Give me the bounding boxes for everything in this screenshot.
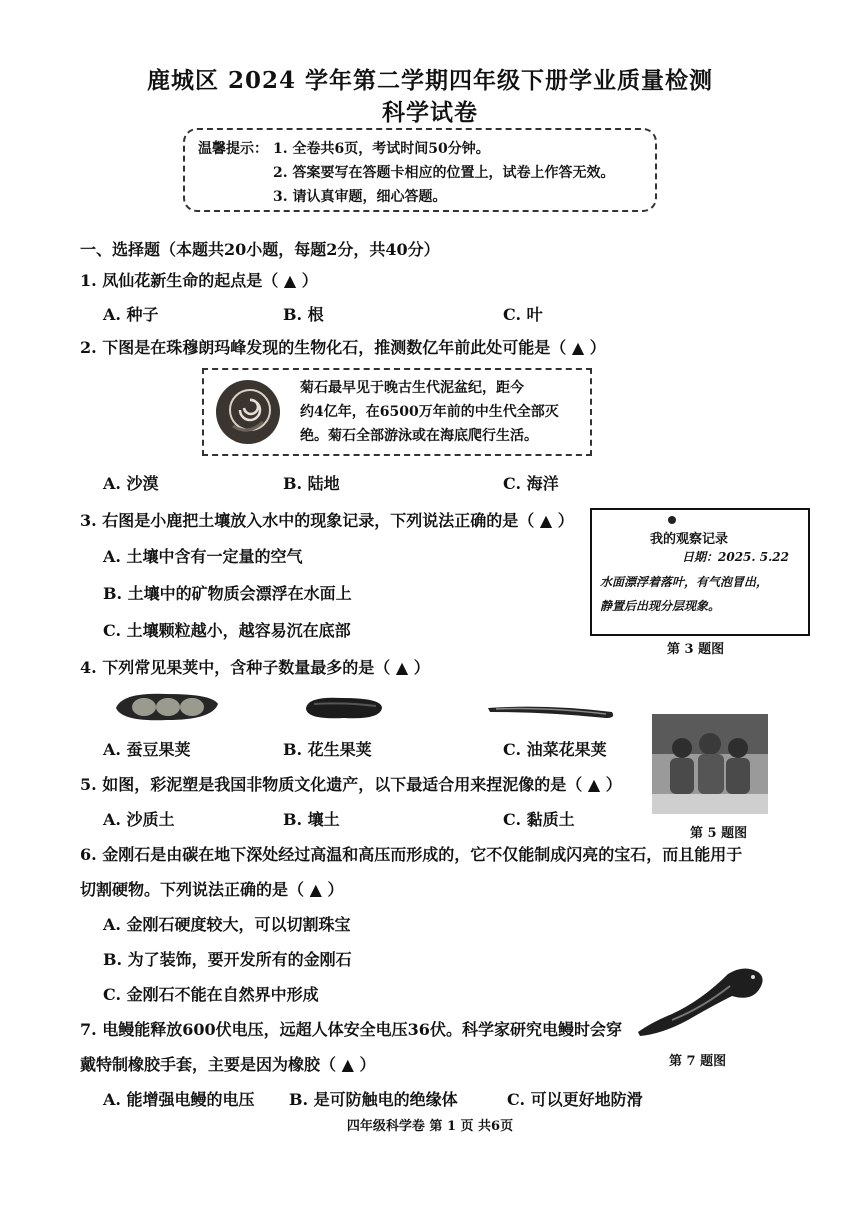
option-a: A. 沙质土 <box>103 810 175 829</box>
option-c: C. 叶 <box>503 305 543 324</box>
observation-title: 我的观察记录 <box>650 532 729 547</box>
option-b: B. 土壤中的矿物质会漂浮在水面上 <box>103 584 352 603</box>
option-c: C. 油菜花果荚 <box>503 740 607 759</box>
option-a: A. 蚕豆果荚 <box>103 740 191 759</box>
rapeseed-pod-image <box>486 700 618 722</box>
question-stem-continued: 戴特制橡胶手套，主要是因为橡胶（ ▲ ） <box>80 1055 376 1074</box>
broad-bean-pod-image <box>112 690 222 724</box>
page-footer: 四年级科学卷 第 1 页 共6页 <box>346 1119 514 1134</box>
electric-eel-image <box>632 962 772 1042</box>
option-b: B. 花生果荚 <box>283 740 372 759</box>
option-a: A. 种子 <box>103 305 159 324</box>
option-b: B. 根 <box>283 305 324 324</box>
exam-subtitle: 科学试卷 <box>382 99 478 126</box>
question-stem: 6. 金刚石是由碳在地下深处经过高温和高压而形成的，它不仅能制成闪亮的宝石，而且能用于 <box>80 845 743 864</box>
figure-caption: 第 5 题图 <box>690 826 748 841</box>
question-stem: 1. 凤仙花新生命的起点是（ ▲ ） <box>80 271 318 290</box>
observation-date: 日期：2025. 5.22 <box>682 550 789 564</box>
question-stem: 2. 下图是在珠穆朗玛峰发现的生物化石，推测数亿年前此处可能是（ ▲ ） <box>80 338 606 357</box>
observation-line: 静置后出现分层现象。 <box>600 599 721 613</box>
observation-line: 水面漂浮着落叶，有气泡冒出， <box>600 575 769 589</box>
fossil-text-line: 菊石最早见于晚古生代泥盆纪，距今 <box>300 380 524 396</box>
tips-label: 温馨提示： <box>198 141 268 157</box>
tip-item: 1. 全卷共6页，考试时间50分钟。 <box>273 141 490 157</box>
fossil-text-line: 约4亿年，在6500万年前的中生代全部灭 <box>300 404 559 420</box>
option-a: A. 能增强电鳗的电压 <box>103 1090 255 1109</box>
option-b: B. 陆地 <box>283 474 340 493</box>
clay-figurine-photo <box>652 714 768 814</box>
option-a: A. 金刚石硬度较大，可以切割珠宝 <box>103 915 351 934</box>
exam-title: 鹿城区 2024 学年第二学期四年级下册学业质量检测 <box>146 67 714 94</box>
question-stem: 3. 右图是小鹿把土壤放入水中的现象记录，下列说法正确的是（ ▲ ） <box>80 511 574 530</box>
tip-item: 3. 请认真审题，细心答题。 <box>273 189 447 205</box>
option-c: C. 黏质土 <box>503 810 575 829</box>
question-stem: 7. 电鳗能释放600伏电压，远超人体安全电压36伏。科学家研究电鳗时会穿 <box>80 1020 622 1039</box>
pin-icon <box>668 516 676 524</box>
figure-caption: 第 3 题图 <box>667 642 725 657</box>
tip-item: 2. 答案要写在答题卡相应的位置上，试卷上作答无效。 <box>273 165 615 181</box>
option-c: C. 金刚石不能在自然界中形成 <box>103 985 319 1004</box>
peanut-pod-image <box>302 694 386 722</box>
fossil-description <box>300 376 559 448</box>
option-a: A. 土壤中含有一定量的空气 <box>103 547 303 566</box>
option-a: A. 沙漠 <box>103 474 159 493</box>
question-stem: 5. 如图，彩泥塑是我国非物质文化遗产，以下最适合用来捏泥像的是（ ▲ ） <box>80 775 622 794</box>
question-stem-continued: 切割硬物。下列说法正确的是（ ▲ ） <box>80 880 344 899</box>
ammonite-fossil-image <box>213 376 283 446</box>
option-b: B. 是可防触电的绝缘体 <box>289 1090 458 1109</box>
option-b: B. 为了装饰，要开发所有的金刚石 <box>103 950 352 969</box>
option-c: C. 海洋 <box>503 474 559 493</box>
section-title: 一、选择题（本题共20小题，每题2分，共40分） <box>80 240 440 259</box>
option-c: C. 土壤颗粒越小，越容易沉在底部 <box>103 621 351 640</box>
option-c: C. 可以更好地防滑 <box>507 1090 643 1109</box>
figure-caption: 第 7 题图 <box>669 1054 727 1069</box>
question-stem: 4. 下列常见果荚中，含种子数量最多的是（ ▲ ） <box>80 658 430 677</box>
option-b: B. 壤土 <box>283 810 340 829</box>
fossil-text-line: 绝。菊石全部游泳或在海底爬行生活。 <box>300 428 538 444</box>
